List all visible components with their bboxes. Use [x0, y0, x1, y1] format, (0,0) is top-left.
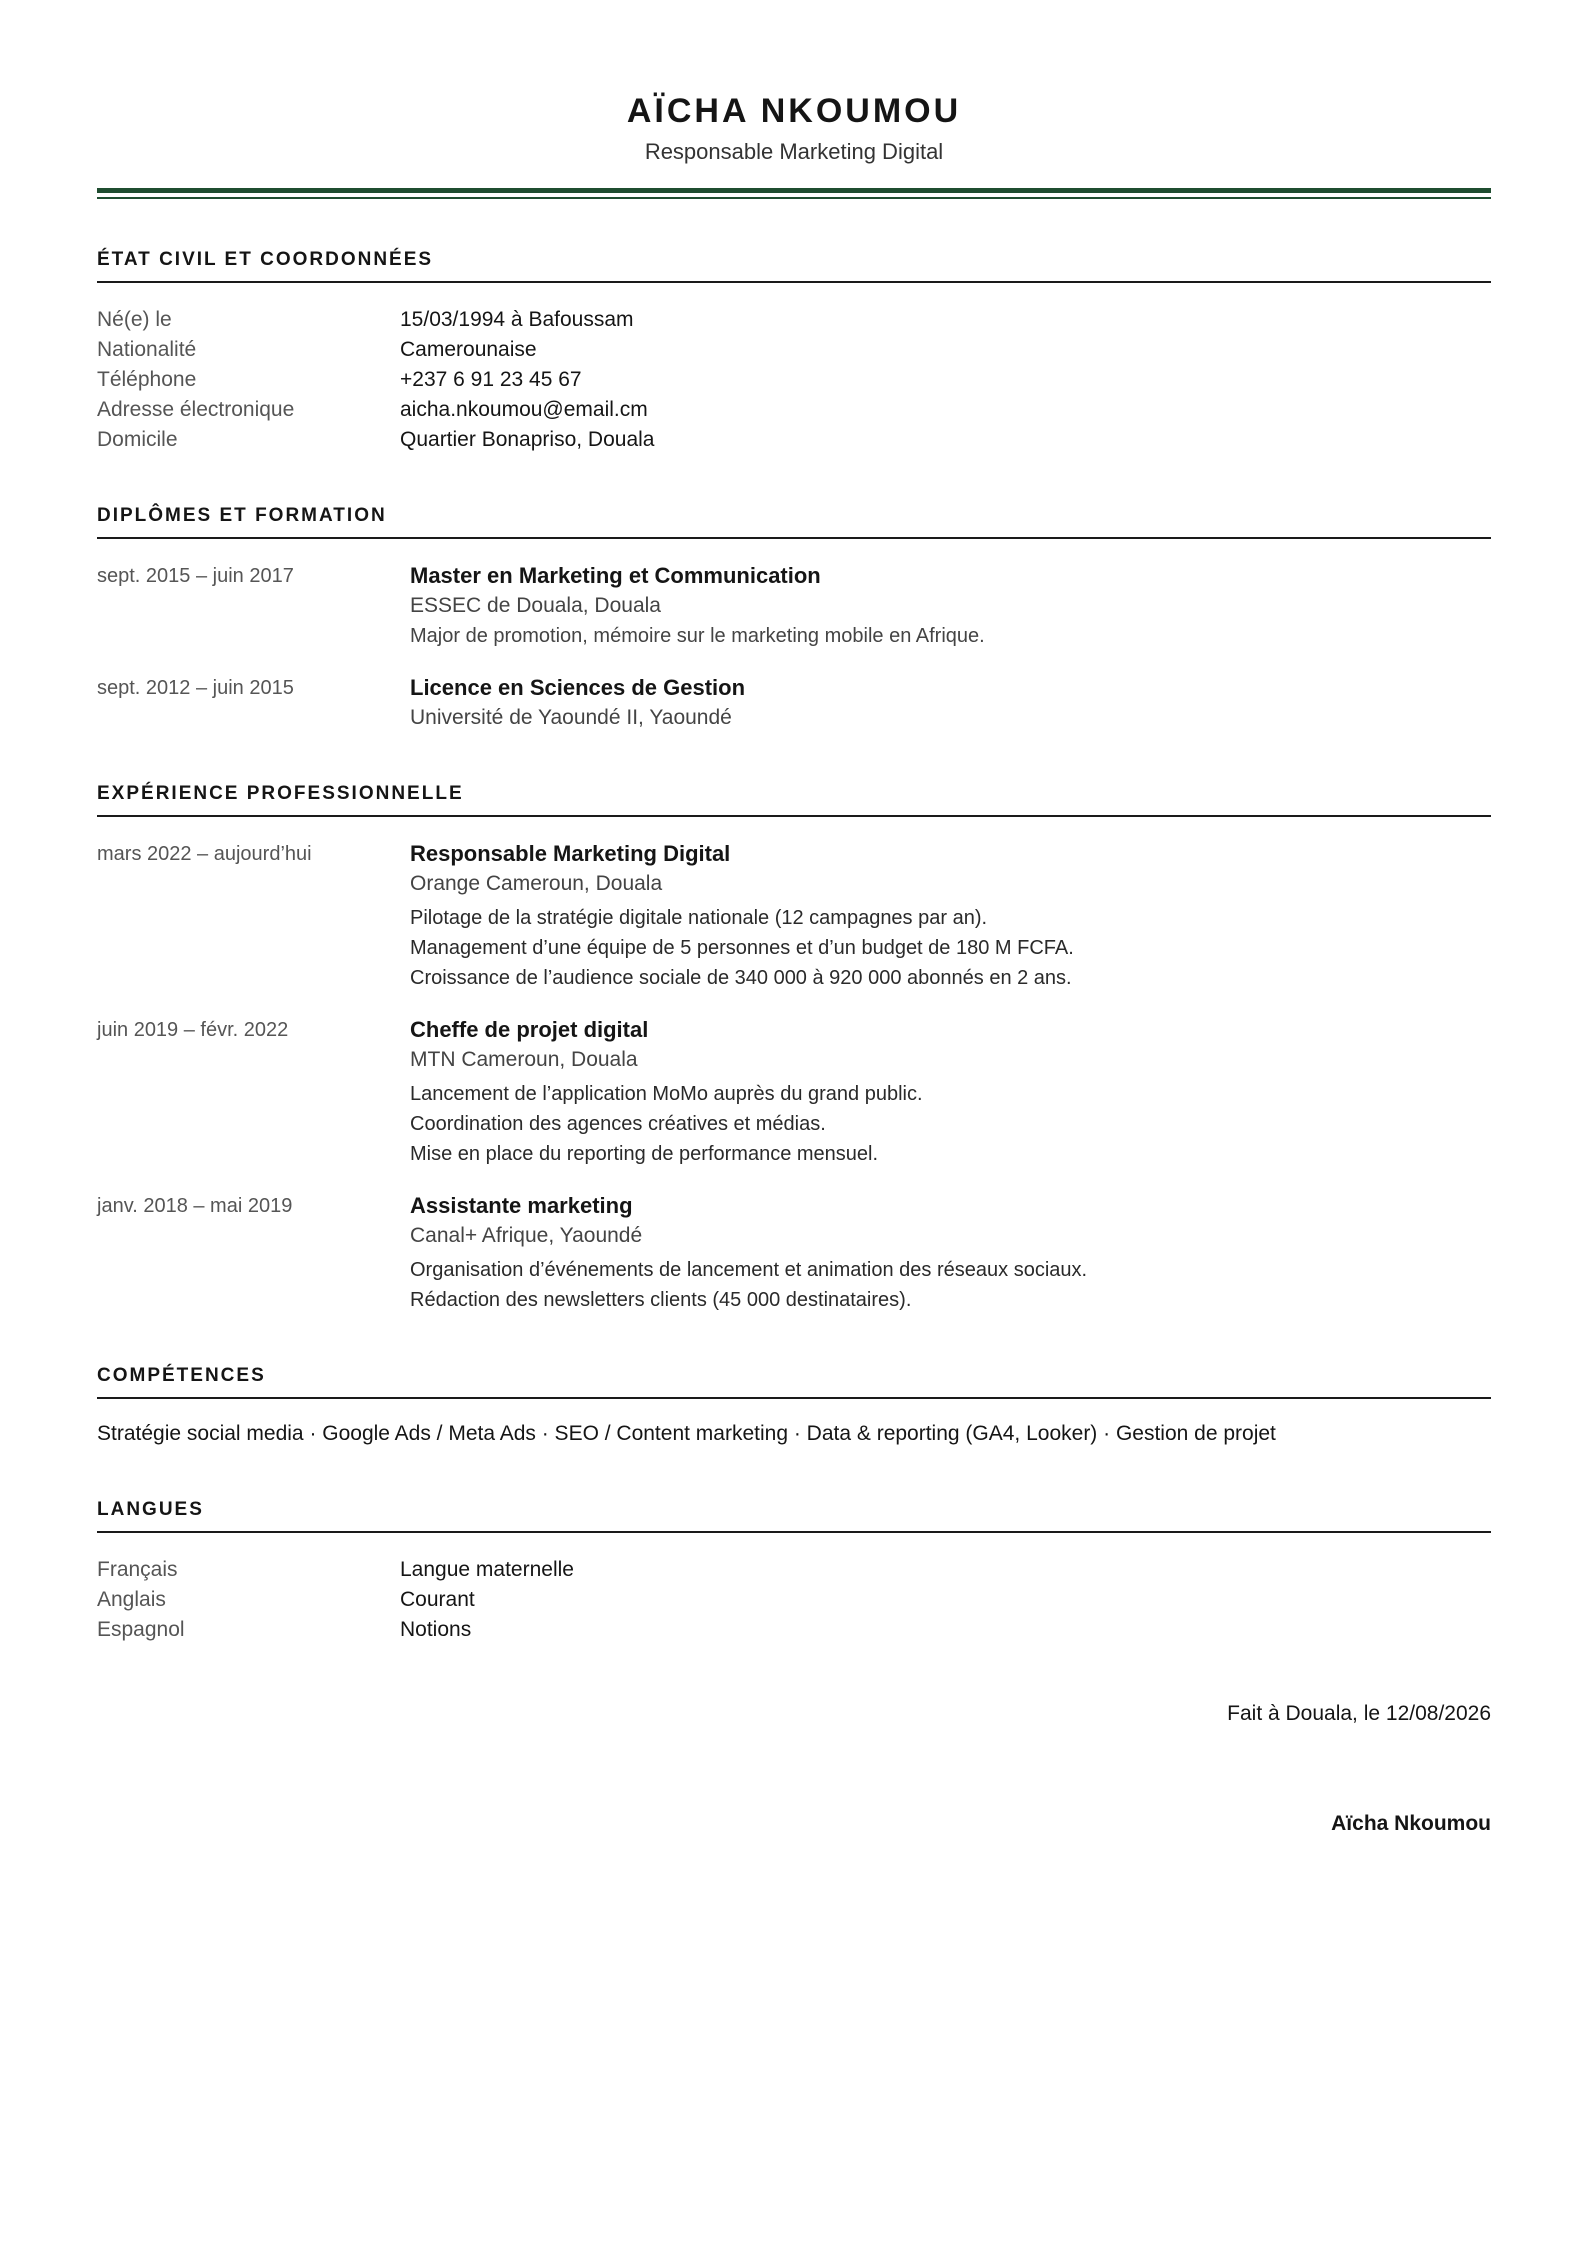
place-and-date: Fait à Douala, le 12/08/2026 — [1227, 1702, 1491, 1725]
civil-row — [97, 365, 1491, 395]
cv-header — [97, 88, 1491, 199]
civil-value-email: aicha.nkoumou@email.cm — [400, 398, 648, 421]
language-row — [97, 1615, 1491, 1645]
civil-row — [97, 395, 1491, 425]
civil-key: Né(e) le — [97, 308, 172, 331]
language-row — [97, 1585, 1491, 1615]
education-entry — [97, 673, 1491, 733]
civil-key: Adresse électronique — [97, 398, 295, 421]
entry-line: Pilotage de la stratégie digitale nationale (12 campagnes par an). — [410, 907, 988, 929]
civil-value: Quartier Bonapriso, Douala — [400, 428, 655, 451]
entry-title: Master en Marketing et Communication — [410, 563, 821, 588]
language-row — [97, 1555, 1491, 1585]
entry-organization: Orange Cameroun, Douala — [410, 872, 663, 895]
candidate-name: AÏCHA NKOUMOU — [626, 92, 962, 130]
civil-row — [97, 305, 1491, 335]
entry-line: Organisation d’événements de lancement et animation des réseaux sociaux. — [410, 1259, 1088, 1281]
entry-description: Major de promotion, mémoire sur le marketing mobile en Afrique. — [410, 625, 985, 647]
candidate-job-title: Responsable Marketing Digital — [644, 139, 944, 164]
signature-name: Aïcha Nkoumou — [1331, 1812, 1491, 1835]
civil-key: Téléphone — [97, 368, 197, 391]
section-title-experience: EXPÉRIENCE PROFESSIONNELLE — [97, 781, 1491, 817]
language-name: Anglais — [97, 1588, 166, 1611]
entry-organization: MTN Cameroun, Douala — [410, 1048, 638, 1071]
education-entry — [97, 561, 1491, 651]
entry-date: sept. 2012 – juin 2015 — [97, 677, 294, 699]
civil-row — [97, 335, 1491, 365]
civil-key: Domicile — [97, 428, 178, 451]
section-skills — [97, 1363, 1491, 1449]
entry-date: mars 2022 – aujourd’hui — [97, 843, 312, 865]
experience-entry — [97, 1015, 1491, 1169]
entry-date: janv. 2018 – mai 2019 — [97, 1195, 293, 1217]
entry-title: Assistante marketing — [410, 1193, 633, 1218]
entry-line: Coordination des agences créatives et médias. — [410, 1113, 826, 1135]
language-name: Espagnol — [97, 1618, 185, 1641]
entry-line: Mise en place du reporting de performance mensuel. — [410, 1143, 879, 1165]
civil-value: Camerounaise — [400, 338, 537, 361]
header-divider-thin — [97, 197, 1491, 199]
civil-row — [97, 425, 1491, 455]
civil-key: Nationalité — [97, 338, 197, 361]
section-languages — [97, 1497, 1491, 1645]
language-level: Courant — [400, 1588, 475, 1611]
section-title-education: DIPLÔMES ET FORMATION — [97, 503, 1491, 539]
entry-organization: ESSEC de Douala, Douala — [410, 594, 661, 617]
language-name: Français — [97, 1558, 178, 1581]
entry-line: Lancement de l’application MoMo auprès du grand public. — [410, 1083, 923, 1105]
entry-title: Licence en Sciences de Gestion — [410, 675, 746, 700]
section-civil — [97, 247, 1491, 455]
entry-line: Rédaction des newsletters clients (45 000 destinataires). — [410, 1289, 912, 1311]
section-title-civil: ÉTAT CIVIL ET COORDONNÉES — [97, 247, 1491, 283]
language-level: Notions — [400, 1618, 472, 1641]
entry-date: sept. 2015 – juin 2017 — [97, 565, 294, 587]
section-education — [97, 503, 1491, 733]
entry-organization: Canal+ Afrique, Yaoundé — [410, 1224, 643, 1247]
skills-list: Stratégie social media · Google Ads / Meta Ads · SEO / Content marketing · Data & reporting (GA4, Looker) · Gestion de projet — [97, 1422, 1276, 1445]
language-level: Langue maternelle — [400, 1558, 574, 1581]
section-title-languages: LANGUES — [97, 1497, 1491, 1533]
experience-entry — [97, 839, 1491, 993]
entry-line: Management d’une équipe de 5 personnes et d’un budget de 180 M FCFA. — [410, 937, 1074, 959]
civil-value: 15/03/1994 à Bafoussam — [400, 308, 634, 331]
experience-entry — [97, 1191, 1491, 1315]
entry-line: Croissance de l’audience sociale de 340 000 à 920 000 abonnés en 2 ans. — [410, 967, 1072, 989]
section-experience — [97, 781, 1491, 1315]
entry-date: juin 2019 – févr. 2022 — [97, 1019, 289, 1041]
section-title-skills: COMPÉTENCES — [97, 1363, 1491, 1399]
entry-organization: Université de Yaoundé II, Yaoundé — [410, 706, 732, 729]
header-divider-thick — [97, 188, 1491, 193]
civil-value: +237 6 91 23 45 67 — [400, 368, 582, 391]
entry-title: Responsable Marketing Digital — [410, 841, 731, 866]
entry-title: Cheffe de projet digital — [410, 1017, 649, 1042]
